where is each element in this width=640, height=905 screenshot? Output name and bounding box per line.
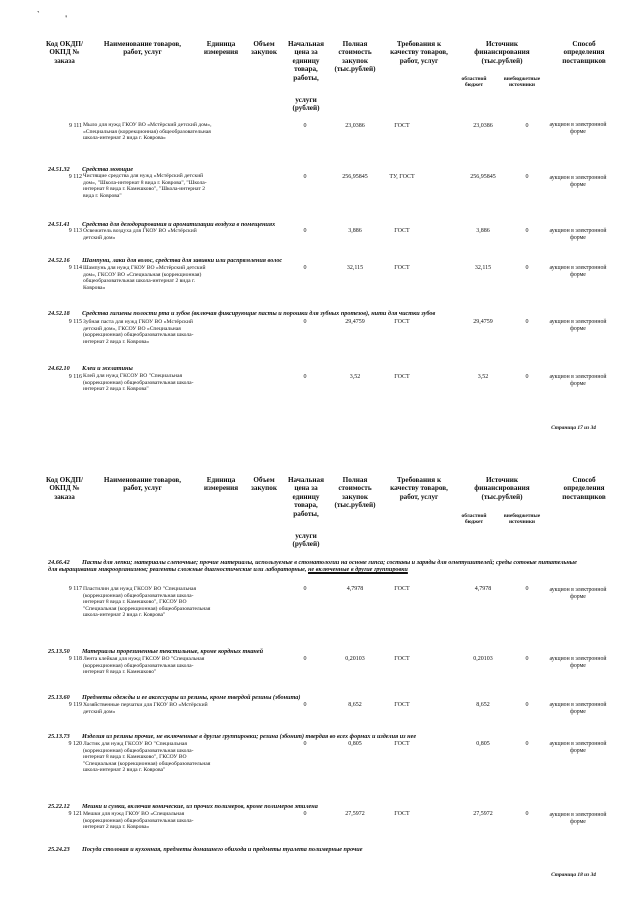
item-description: Мыло для нужд ГКОУ ВО «Мстёрский детский дом», «Специальная (коррекционная) общеобразовательная школа-интернат 2 вида г. Коврова» xyxy=(83,122,212,142)
okpd-group-title: Предметы одежды и ее аксессуары из резины, кроме твердой резины (эбонита) xyxy=(82,694,301,701)
full-cost: 23,0386 xyxy=(345,123,365,129)
nonbudget-sources: 0 xyxy=(525,656,529,662)
col-source-header: Источник финансирования (тыс.рублей) xyxy=(474,476,530,501)
order-number: 9 117 xyxy=(68,586,82,592)
full-cost: 32,115 xyxy=(346,265,364,271)
col-full-cost-header: Полная стоимость закупок (тыс.рублей) xyxy=(334,476,376,510)
quality-standard: ГОСТ xyxy=(394,741,410,747)
col-name-header: Наименование товаров, работ, услуг xyxy=(103,40,182,57)
quality-standard: ГОСТ xyxy=(394,374,410,380)
col-regional-header: областной бюджет xyxy=(461,76,487,89)
okpd-group-title: Средства для дезодорирования и ароматизации воздуха в помещениях xyxy=(82,221,276,228)
col-quality-header: Требования к качеству товаров, работ, услуг xyxy=(390,40,448,65)
okpd-code: 24.62.10 xyxy=(48,365,70,372)
okpd-group xyxy=(48,365,133,372)
col-full-cost-header: Полная стоимость закупок (тыс.рублей) xyxy=(334,40,376,74)
scan-mark-b: ' xyxy=(65,14,68,23)
full-cost: 0,20103 xyxy=(345,656,365,662)
unit-price: 0 xyxy=(303,174,307,180)
okpd-group-title: Пасты для лепки; материалы слепочные; прочие материалы, используемые в стоматологии на основе гипса; составы и заряды для огнетушителей; среды сотовые питательные для выращивания микроорганизмов; реагенты сложные диагностические или лабораторные, xyxy=(48,559,577,574)
nonbudget-sources: 0 xyxy=(525,741,529,747)
procurement-method: аукцион в электронной форме xyxy=(549,122,607,135)
okpd-group-title: Клеи и желатины xyxy=(82,365,133,372)
order-number: 9 121 xyxy=(68,811,82,817)
procurement-method: аукцион в электронной форме xyxy=(549,319,607,332)
regional-budget: 4,7978 xyxy=(474,586,492,592)
regional-budget: 23,0386 xyxy=(473,123,493,129)
okpd-group xyxy=(48,310,435,317)
okpd-group-title: Посуда столовая и кухонная, предметы домашнего обихода и предметы туалета полимерные прочие xyxy=(82,846,363,853)
procurement-method: аукцион в электронной форме xyxy=(549,228,607,241)
item-description: Зубная паста для нужд ГКОУ ВО «Мстёрский детский дом», ГКСОУ ВО «Специальная (коррекционная) общеобразовательная школа-интернат 2 вида г. Коврова» xyxy=(83,319,194,345)
scan-mark-a: ` xyxy=(37,10,40,19)
full-cost: 0,805 xyxy=(348,741,362,747)
order-number: 9 118 xyxy=(68,656,82,662)
col-method-header: Способ определения поставщиков xyxy=(562,40,606,65)
col-unit-header: Единица измерения xyxy=(203,476,239,493)
item-description: Ластик для нужд ГКСОУ ВО "Специальная (коррекционная) общеобразовательная школа-интернат 8 вида г. Камешково", ГКСОУ ВО "Специальная (коррекционная) общеобразовательная школа-интернат 2 вида г. Коврова" xyxy=(83,741,211,774)
unit-price: 0 xyxy=(303,741,307,747)
regional-budget: 32,115 xyxy=(474,265,492,271)
procurement-method: аукцион в электронной форме xyxy=(549,265,607,278)
okpd-group xyxy=(48,559,583,573)
procurement-method: аукцион в электронной форме xyxy=(549,374,607,387)
unit-price: 0 xyxy=(303,374,307,380)
okpd-code: 24.66.42 xyxy=(48,559,70,566)
item-description: Хозяйственные перчатки для ГКОУ ВО «Мстёрский детский дом» xyxy=(83,702,208,715)
unit-price: 0 xyxy=(303,265,307,271)
procurement-method: аукцион в электронной форме xyxy=(549,702,607,715)
regional-budget: 0,805 xyxy=(476,741,490,747)
order-number: 9 116 xyxy=(68,374,82,380)
full-cost: 256,95845 xyxy=(342,174,368,180)
item-description: Освежитель воздуха для ГКОУ ВО «Мстёрский детский дом» xyxy=(83,228,197,241)
unit-price: 0 xyxy=(303,319,307,325)
okpd-group-title: Материалы прорезиненные текстильные, кроме кордных тканей xyxy=(82,648,264,655)
full-cost: 8,652 xyxy=(348,702,362,708)
regional-budget: 29,4759 xyxy=(473,319,493,325)
col-nonbudget-header: внебюджетные источники xyxy=(503,513,541,526)
col-name-header: Наименование товаров, работ, услуг xyxy=(103,476,182,493)
regional-budget: 27,5972 xyxy=(473,811,493,817)
quality-standard: ГОСТ xyxy=(394,319,410,325)
unit-price: 0 xyxy=(303,656,307,662)
okpd-code: 24.51.32 xyxy=(48,166,70,173)
col-regional-header: областной бюджет xyxy=(461,513,487,526)
col-volume-header: Объем закупок xyxy=(251,476,277,493)
order-number: 9 115 xyxy=(68,319,82,325)
okpd-code: 24.52.18 xyxy=(48,310,70,317)
col-start-price-header-2: услуги (рублей) xyxy=(292,96,320,113)
okpd-group xyxy=(48,694,300,701)
item-description: Клей для нужд ГКСОУ ВО "Специальная (коррекционная) общеобразовательная школа-интернат 2 вида г. Коврова" xyxy=(83,373,194,393)
procurement-method: аукцион в электронной форме xyxy=(549,587,607,600)
item-description: Чистящие средства для нужд «Мстёрский детский дом», "Школа-интернат 8 вида г. Коврова", "Школа-интернат 8 вида г. Камешково", "Школа-интернат 2 вида г. Коврова" xyxy=(83,173,207,199)
nonbudget-sources: 0 xyxy=(525,319,529,325)
quality-standard: ГОСТ xyxy=(394,228,410,234)
okpd-group xyxy=(48,648,263,655)
order-number: 9 111 xyxy=(68,123,82,129)
unit-price: 0 xyxy=(303,228,307,234)
procurement-method: аукцион в электронной форме xyxy=(549,741,607,754)
order-number: 9 120 xyxy=(68,741,82,747)
quality-standard: ГОСТ xyxy=(394,123,410,129)
okpd-code: 25.13.73 xyxy=(48,733,70,740)
okpd-code: 24.51.41 xyxy=(48,221,70,228)
full-cost: 3,52 xyxy=(349,374,361,380)
nonbudget-sources: 0 xyxy=(525,811,529,817)
okpd-group xyxy=(48,257,282,264)
okpd-code: 25.13.60 xyxy=(48,694,70,701)
quality-standard: ТУ, ГОСТ xyxy=(389,174,415,180)
okpd-group xyxy=(48,803,318,810)
regional-budget: 3,886 xyxy=(476,228,490,234)
okpd-group-title: Средства гигиены полости рта и зубов (включая фиксирующие пасты и порошки для зубных протезов), нити для чистки зубов xyxy=(82,310,436,317)
regional-budget: 8,652 xyxy=(476,702,490,708)
nonbudget-sources: 0 xyxy=(525,586,529,592)
col-start-price-header: Начальная цена за единицу товара, работы, xyxy=(287,476,325,518)
okpd-group xyxy=(48,733,416,740)
unit-price: 0 xyxy=(303,123,307,129)
order-number: 9 114 xyxy=(68,265,82,271)
order-number: 9 113 xyxy=(68,228,82,234)
okpd-code: 25.13.50 xyxy=(48,648,70,655)
nonbudget-sources: 0 xyxy=(525,374,529,380)
okpd-group-title-underlined: не включенные в другие группировки xyxy=(308,566,408,574)
quality-standard: ГОСТ xyxy=(394,811,410,817)
quality-standard: ГОСТ xyxy=(394,586,410,592)
col-volume-header: Объем закупок xyxy=(251,40,277,57)
unit-price: 0 xyxy=(303,586,307,592)
okpd-group-title: Шампуни, лаки для волос, средства для завивки или распрямления волос xyxy=(82,257,283,264)
nonbudget-sources: 0 xyxy=(525,123,529,129)
page-number: Страница 18 из 34 xyxy=(551,872,596,878)
col-start-price-header-2: услуги (рублей) xyxy=(292,532,320,549)
col-nonbudget-header: внебюджетные источники xyxy=(503,76,541,89)
procurement-method: аукцион в электронной форме xyxy=(549,812,607,825)
unit-price: 0 xyxy=(303,702,307,708)
nonbudget-sources: 0 xyxy=(525,228,529,234)
okpd-group-title: Мешки и сумки, включая конические, из прочих полимеров, кроме полимеров этилена xyxy=(82,803,318,810)
okpd-code: 25.22.12 xyxy=(48,803,70,810)
col-start-price-header: Начальная цена за единицу товара, работы, xyxy=(287,40,325,82)
quality-standard: ГОСТ xyxy=(394,656,410,662)
unit-price: 0 xyxy=(303,811,307,817)
procurement-method: аукцион в электронной форме xyxy=(549,656,607,669)
okpd-group xyxy=(48,846,362,853)
quality-standard: ГОСТ xyxy=(394,265,410,271)
nonbudget-sources: 0 xyxy=(525,174,529,180)
nonbudget-sources: 0 xyxy=(525,702,529,708)
okpd-code: 24.52.16 xyxy=(48,257,70,264)
nonbudget-sources: 0 xyxy=(525,265,529,271)
col-source-header: Источник финансирования (тыс.рублей) xyxy=(474,40,530,65)
procurement-method: аукцион в электронной форме xyxy=(549,175,607,188)
full-cost: 29,4759 xyxy=(345,319,365,325)
regional-budget: 0,20103 xyxy=(473,656,493,662)
col-unit-header: Единица измерения xyxy=(203,40,239,57)
regional-budget: 256,95845 xyxy=(470,174,496,180)
quality-standard: ГОСТ xyxy=(394,702,410,708)
item-description: Шампунь для нужд ГКОУ ВО «Мстёрский детский дом», ГКСОУ ВО «Специальная (коррекционная) общеобразовательная школа-интернат 2 вида г. Коврова» xyxy=(83,265,206,291)
item-description: Мешки для нужд ГКОУ ВО «Специальная (коррекционная) общеобразовательная школа-интернат 2 вида г. Коврова» xyxy=(83,811,194,831)
regional-budget: 3,52 xyxy=(477,374,489,380)
okpd-code: 25.24.23 xyxy=(48,846,70,853)
okpd-group-title: Средства моющие xyxy=(82,166,133,173)
col-code-header: Код ОКДП/ ОКПД № заказа xyxy=(45,476,83,501)
order-number: 9 112 xyxy=(68,174,82,180)
item-description: Пластилин для нужд ГКСОУ ВО "Специальная (коррекционная) общеобразовательная школа-интернат 8 вида г. Камешково", ГКСОУ ВО "Специальная (коррекционная) общеобразовательная школа-интернат 2 вида г. Коврова" xyxy=(83,586,211,619)
full-cost: 27,5972 xyxy=(345,811,365,817)
col-code-header: Код ОКДП/ ОКПД № заказа xyxy=(45,40,83,65)
okpd-group-title: Изделия из резины прочие, не включенные в другие группировки; резина (эбонит) твердая во всех формах и изделия из нее xyxy=(82,733,417,740)
order-number: 9 119 xyxy=(68,702,82,708)
col-quality-header: Требования к качеству товаров, работ, услуг xyxy=(390,476,448,501)
page-number: Страница 17 из 34 xyxy=(551,425,596,431)
full-cost: 3,886 xyxy=(348,228,362,234)
col-method-header: Способ определения поставщиков xyxy=(562,476,606,501)
full-cost: 4,7978 xyxy=(346,586,364,592)
item-description: Лента клейкая для нужд ГКСОУ ВО "Специальная (коррекционная) общеобразовательная школа-интернат 8 вида г. Камешково" xyxy=(83,656,205,676)
